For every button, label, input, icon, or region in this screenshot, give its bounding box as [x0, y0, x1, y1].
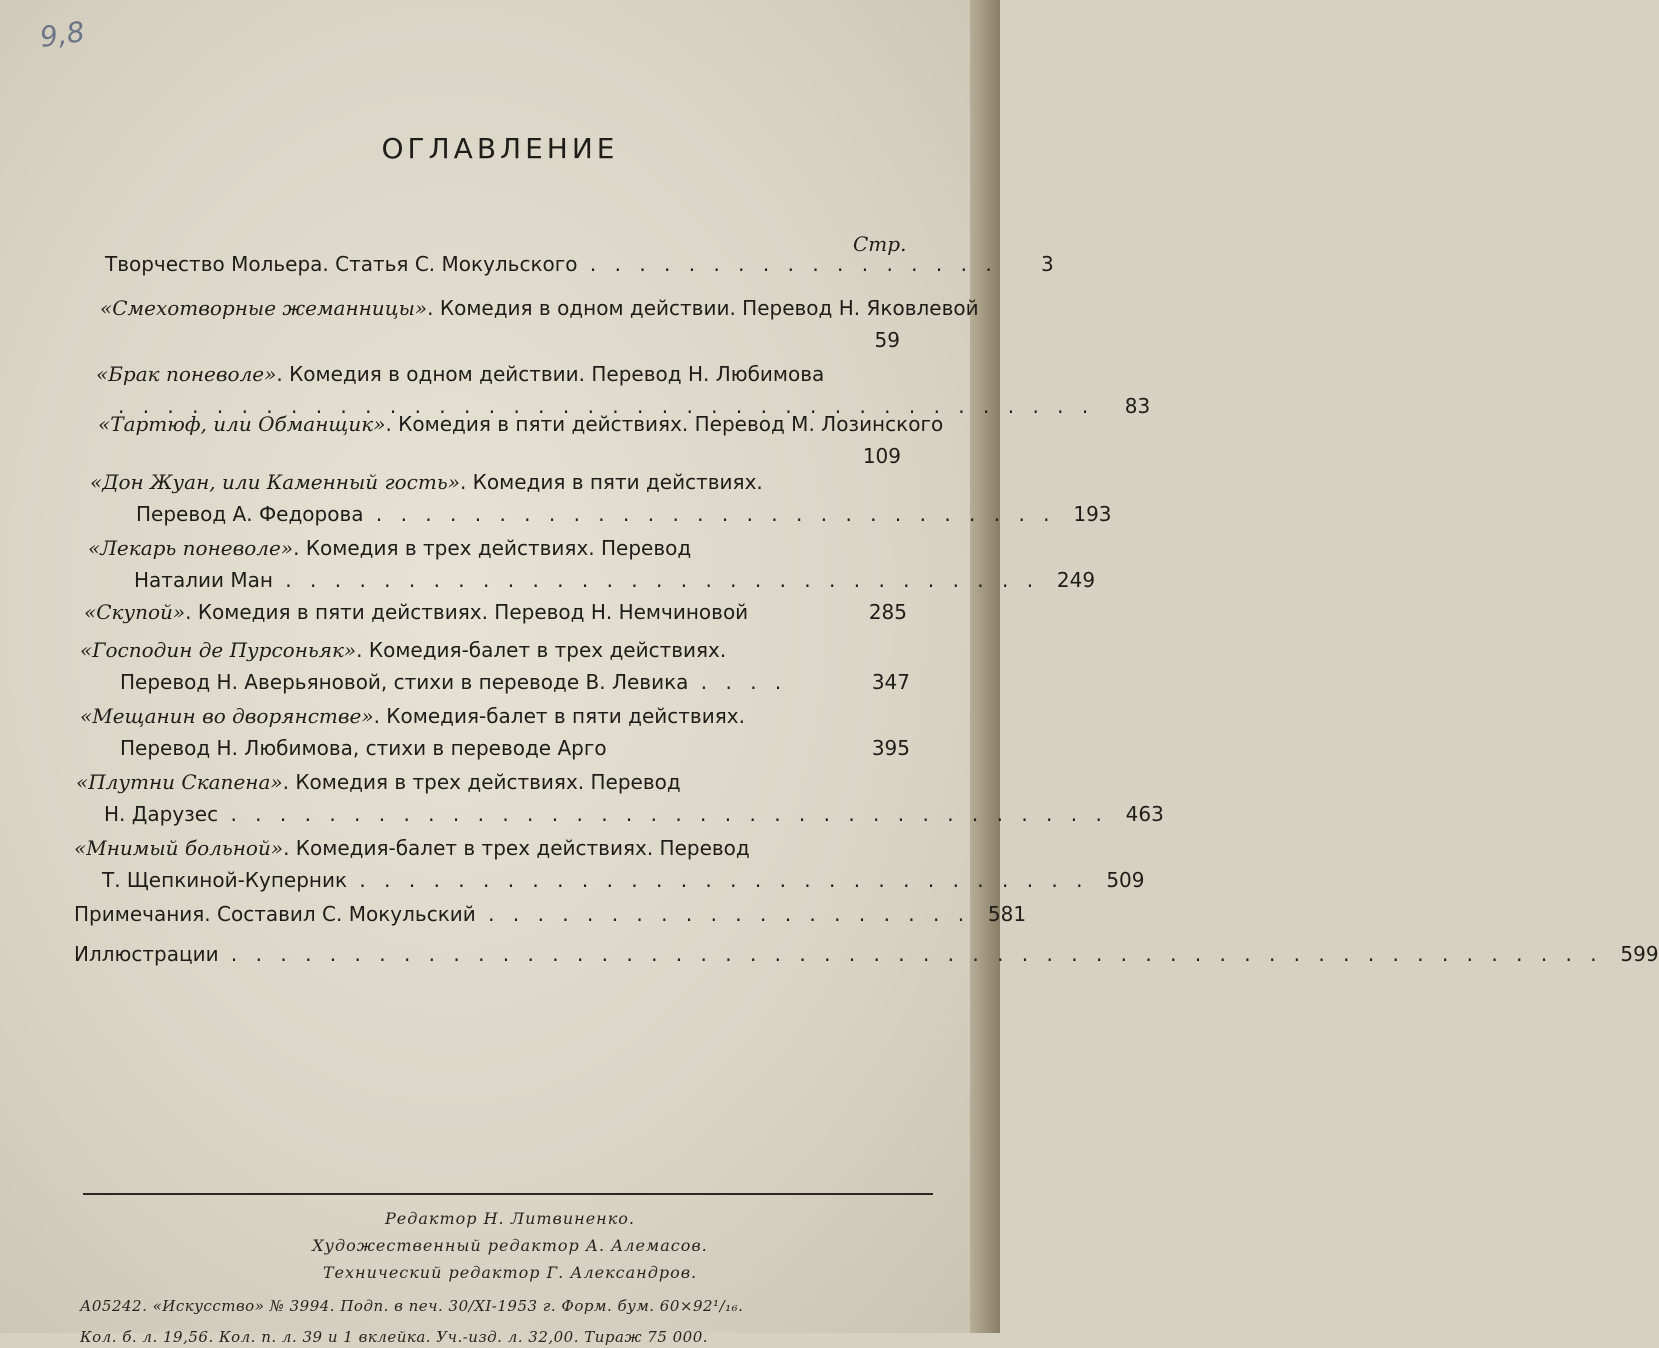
toc-entry[interactable] [80, 700, 910, 764]
toc-page-number: 395 [871, 736, 910, 760]
leader-dots: . . . . . . . . . . . . . . . . . . . . . . . . . . . . [363, 502, 1056, 526]
leader-dots [122, 324, 844, 356]
toc-page-number: 83 [1124, 394, 1151, 418]
page-edge-shadow [970, 0, 1000, 1333]
toc-entry-continuation: Перевод Н. Любимова, стихи в переводе Арго [120, 736, 607, 760]
toc-page-number: 581 [987, 902, 1027, 926]
colophon-imprint-line-1: А05242. «Искусство» № 3994. Подп. в печ. 30/XI-1953 г. Форм. бум. 60×92¹/₁₆. [80, 1297, 744, 1315]
toc-entry[interactable] [100, 292, 979, 356]
toc-entry-title: «Скупой» [84, 600, 186, 624]
colophon-imprint-line-2: Кол. б. л. 19,56. Кол. п. л. 39 и 1 вклейка. Уч.-изд. л. 32,00. Тираж 75 000. [80, 1328, 709, 1346]
toc-entry-text: . Комедия в пяти действиях. [459, 470, 763, 494]
page-title: ОГЛАВЛЕНИЕ [381, 132, 619, 165]
toc-entry-title: «Мнимый больной» [74, 836, 284, 860]
leader-dots: . . . . . . . . . . . . . . . . . . . . [475, 902, 971, 926]
toc-entry-title: «Брак поневоле» [96, 362, 277, 386]
leader-dots: . . . . . . . . . . . . . . . . . . . . . . . . . . . . . . . [272, 568, 1040, 592]
toc-entry-text: . Комедия в пяти действиях. Перевод Н. Немчиновой [185, 600, 749, 624]
toc-entry-title: «Дон Жуан, или Каменный гость» [90, 470, 460, 494]
toc-page-number: 285 [868, 600, 907, 624]
page-column-header: Стр. [853, 232, 907, 256]
toc-entry-continuation: Н. Дарузес [104, 802, 219, 826]
toc-page-number: 463 [1125, 802, 1164, 826]
toc-entry[interactable] [84, 596, 907, 628]
toc-entry-title: «Плутни Скапена» [76, 770, 283, 794]
toc-entry[interactable] [98, 408, 944, 472]
toc-entry-continuation: Наталии Ман [134, 568, 273, 592]
toc-entry-text: Творчество Мольера. Статья С. Мокульского [105, 252, 578, 276]
toc-entry-text: . Комедия в одном действии. Перевод Н. Любимова [276, 362, 825, 386]
toc-page-number: 599 [1620, 942, 1659, 966]
toc-page-number: 347 [871, 670, 910, 694]
toc-page-number: 509 [1106, 868, 1145, 892]
toc-entry[interactable] [74, 938, 1659, 970]
toc-entry-text: . Комедия-балет в трех действиях. [356, 638, 727, 662]
colophon-art-editor: Художественный редактор А. Алемасов. [312, 1236, 708, 1255]
toc-entry-text: . Комедия в одном действии. Перевод Н. Яковлевой [427, 296, 979, 320]
toc-entry[interactable] [88, 532, 1096, 596]
toc-entry-continuation: Т. Щепкиной-Куперник [102, 868, 348, 892]
toc-entry-text: Иллюстрации [74, 942, 219, 966]
leader-dots [748, 596, 851, 628]
colophon-editor: Редактор Н. Литвиненко. [385, 1209, 635, 1228]
toc-entry-title: «Тартюф, или Обманщик» [98, 412, 386, 436]
toc-entry[interactable] [74, 898, 1027, 930]
toc-entry[interactable] [80, 634, 910, 698]
toc-entry-text: . Комедия в трех действиях. Перевод [293, 536, 692, 560]
footer-divider [83, 1193, 933, 1195]
toc-page-number: 59 [874, 328, 900, 352]
leader-dots [607, 732, 854, 764]
colophon [80, 1205, 940, 1348]
toc-entry-continuation: Перевод А. Федорова [136, 502, 364, 526]
toc-entry[interactable] [105, 248, 1054, 280]
toc-entry-text: . Комедия-балет в пяти действиях. [373, 704, 745, 728]
toc-page-number: 3 [1040, 252, 1054, 276]
leader-dots: . . . . . . . . . . . . . . . . . . . . . . . . . . . . . . [347, 868, 1089, 892]
toc-entry[interactable] [76, 766, 1164, 830]
leader-dots: . . . . . . . . . . . . . . . . . . . . . . . . . . . . . . . . . . . . . . . . . . . . . . . . . . . . . . . . [218, 942, 1603, 966]
toc-entry-text: . Комедия-балет в трех действиях. Перевод [283, 836, 750, 860]
toc-entry[interactable] [74, 832, 1145, 896]
leader-dots: . . . . . . . . . . . . . . . . . . . . . . . . . . . . . . . . . . . . [218, 802, 1108, 826]
toc-entry-title: «Смехотворные жеманницы» [100, 296, 428, 320]
leader-dots: . . . . . . . . . . . . . . . . . [577, 252, 998, 276]
toc-entry-text: Примечания. Составил С. Мокульский [74, 902, 476, 926]
colophon-tech-editor: Технический редактор Г. Александров. [322, 1263, 698, 1282]
leader-dots: . . . . [688, 670, 788, 694]
toc-entry-text: . Комедия в пяти действиях. Перевод М. Лозинского [385, 412, 944, 436]
toc-page-number: 109 [862, 444, 901, 468]
toc-entry-title: «Мещанин во дворянстве» [80, 704, 374, 728]
toc-entry-continuation: Перевод Н. Аверьяновой, стихи в переводе В. Левика [120, 670, 689, 694]
handwritten-mark: 9,8 [37, 15, 87, 54]
toc-page-number: 193 [1073, 502, 1112, 526]
toc-entry[interactable] [90, 466, 1112, 530]
toc-entry-title: «Господин де Пурсоньяк» [80, 638, 357, 662]
toc-entry-title: «Лекарь поневоле» [88, 536, 294, 560]
leader-dots: . . . . . . . . . . . . . . . . . . . . . . . . . . . . . . . . . . . . . . . . [118, 394, 1095, 418]
toc-entry-text: . Комедия в трех действиях. Перевод [282, 770, 681, 794]
toc-page-number: 249 [1056, 568, 1096, 592]
